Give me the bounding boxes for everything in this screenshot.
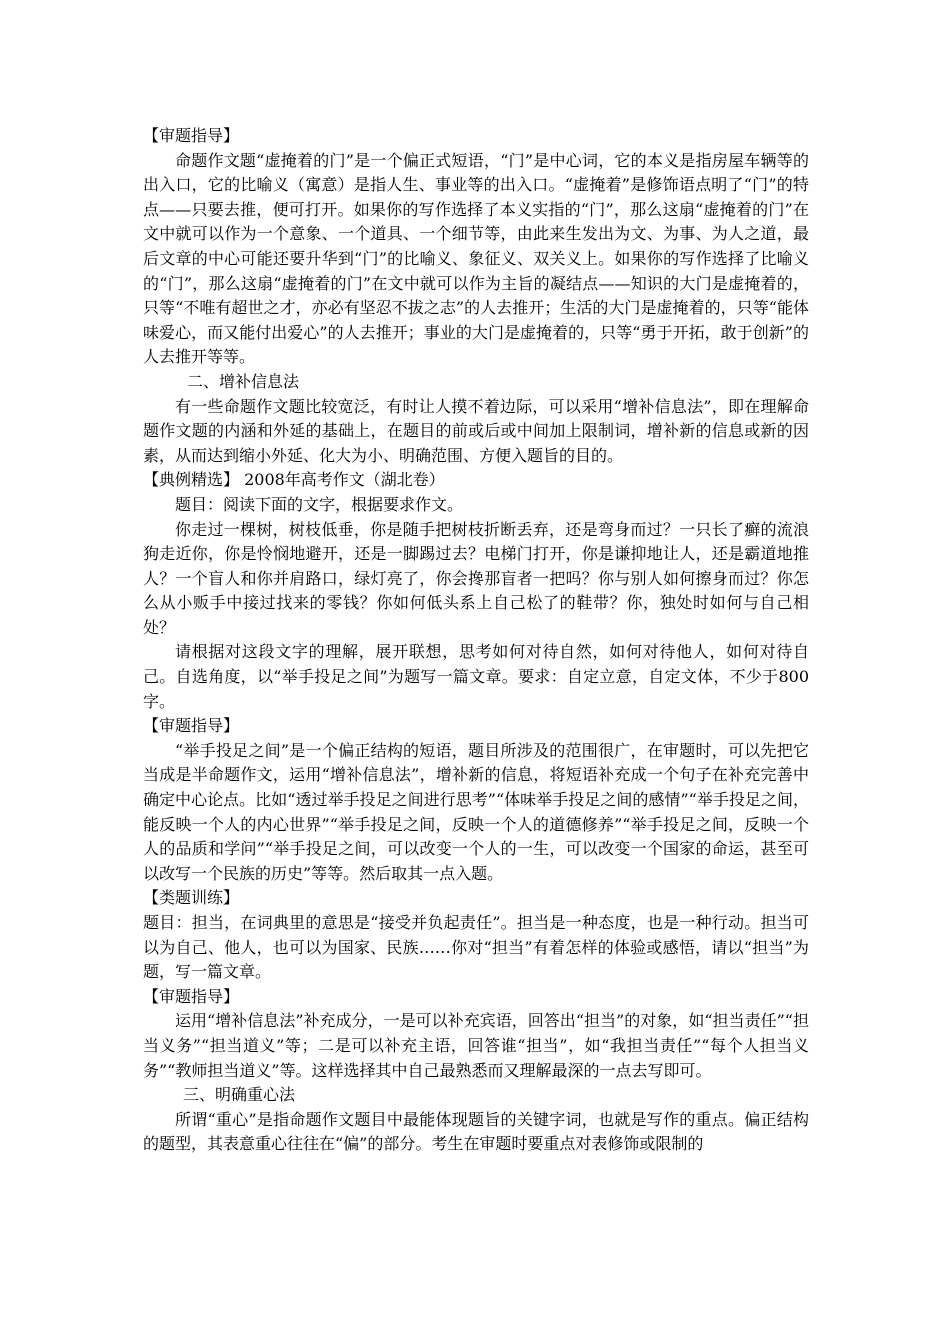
paragraph-guide-1: 命题作文题“虚掩着的门”是一个偏正式短语，“门”是中心词，它的本义是指房屋车辆等的出入口，它的比喻义（寓意）是指人生、事业等的出入口。“虚掩着”是修饰语点明了“门”的特点——只要去推，便可打开。如果你的写作选择了本义实指的“门”，那么这扇“虚掩着的门”在文中就可以作为一个意象、一个道具、一个细节等，由此来生发出为文、为事、为人之道，最后文章的中心可能还要升华到“门”的比喻义、象征义、双关义上。如果你的写作选择了比喻义的“门”，那么这扇“虚掩着的门”在文中就可以作为主旨的凝结点——知识的大门是虚掩着的，只等“不唯有超世之才，亦必有坚忍不拔之志”的人去推开；生活的大门是虚掩着的，只等“能体味爱心，而又能付出爱心”的人去推开；事业的大门是虚掩着的，只等“勇于开拓，敢于创新”的人去推开等等。 [143, 150, 809, 367]
section-heading-practice: 【类题训练】 [143, 888, 240, 908]
paragraph-material: 你走过一棵树，树枝低垂，你是随手把树枝折断丢弃，还是弯身而过？一只长了癣的流浪狗走近你，你是怜悯地避开，还是一脚踢过去？电梯门打开，你是谦抑地让人，还是霸道地推人？一个盲人和你并肩路口，绿灯亮了，你会搀那盲者一把吗？你与别人如何擦身而过？你怎么从小贩手中接过找来的零钱？你如何低头系上自己松了的鞋带？你，独处时如何与自己相处？ [143, 519, 809, 637]
paragraph-method-3: 所谓“重心”是指命题作文题目中最能体现题旨的关键字词，也就是写作的重点。偏正结构的题型，其表意重心往往在“偏”的部分。考生在审题时要重点对表修饰或限制的 [143, 1109, 809, 1154]
section-heading-guide-2: 【审题指导】 [143, 716, 240, 736]
document-body [143, 124, 809, 1157]
paragraph-practice-question: 题目：担当，在词典里的意思是“接受并负起责任”。担当是一种态度，也是一种行动。担当可以为自己、他人，也可以为国家、民族……你对“担当”有着怎样的体验或感悟，请以“担当”为题，写一篇文章。 [143, 913, 809, 982]
section-heading-example: 【典例精选】 2008年高考作文（湖北卷） [143, 470, 445, 490]
section-title-2: 二、增补信息法 [187, 371, 300, 391]
paragraph-question: 题目：阅读下面的文字，根据要求作文。 [175, 494, 464, 514]
section-heading-guide-3: 【审题指导】 [143, 986, 240, 1006]
paragraph-method-2: 有一些命题作文题比较宽泛，有时让人摸不着边际，可以采用“增补信息法”，即在理解命题作文题的内涵和外延的基础上，在题目的前或后或中间加上限制词，增补新的信息或新的因素，从而达到缩小外延、化大为小、明确范围、方便入题旨的目的。 [143, 396, 809, 465]
section-heading-guide-1: 【审题指导】 [143, 126, 240, 145]
paragraph-guide-3: 运用“增补信息法”补充成分，一是可以补充宾语，回答出“担当”的对象，如“担当责任”“担当义务”“担当道义”等；二是可以补充主语，回答谁“担当”，如“我担当责任”“每个人担当义务”“教师担当道义”等。这样选择其中自己最熟悉而又理解最深的一点去写即可。 [143, 1011, 809, 1080]
paragraph-guide-2: “举手投足之间”是一个偏正结构的短语，题目所涉及的范围很广，在审题时，可以先把它当成是半命题作文，运用“增补信息法”，增补新的信息，将短语补充成一个句子在补充完善中确定中心论点。比如“透过举手投足之间进行思考”“体味举手投足之间的感情”“举手投足之间，能反映一个人的内心世界”“举手投足之间，反映一个人的道德修养”“举手投足之间，反映一个人的品质和学问”“举手投足之间，可以改变一个人的一生，可以改变一个国家的命运，甚至可以改写一个民族的历史”等等。然后取其一点入题。 [143, 740, 809, 883]
section-title-3: 三、明确重心法 [183, 1085, 296, 1105]
paragraph-requirement: 请根据对这段文字的理解，展开联想，思考如何对待自然，如何对待他人，如何对待自己。自选角度，以“举手投足之间”为题写一篇文章。要求：自定立意，自定文体，不少于800字。 [143, 642, 809, 711]
